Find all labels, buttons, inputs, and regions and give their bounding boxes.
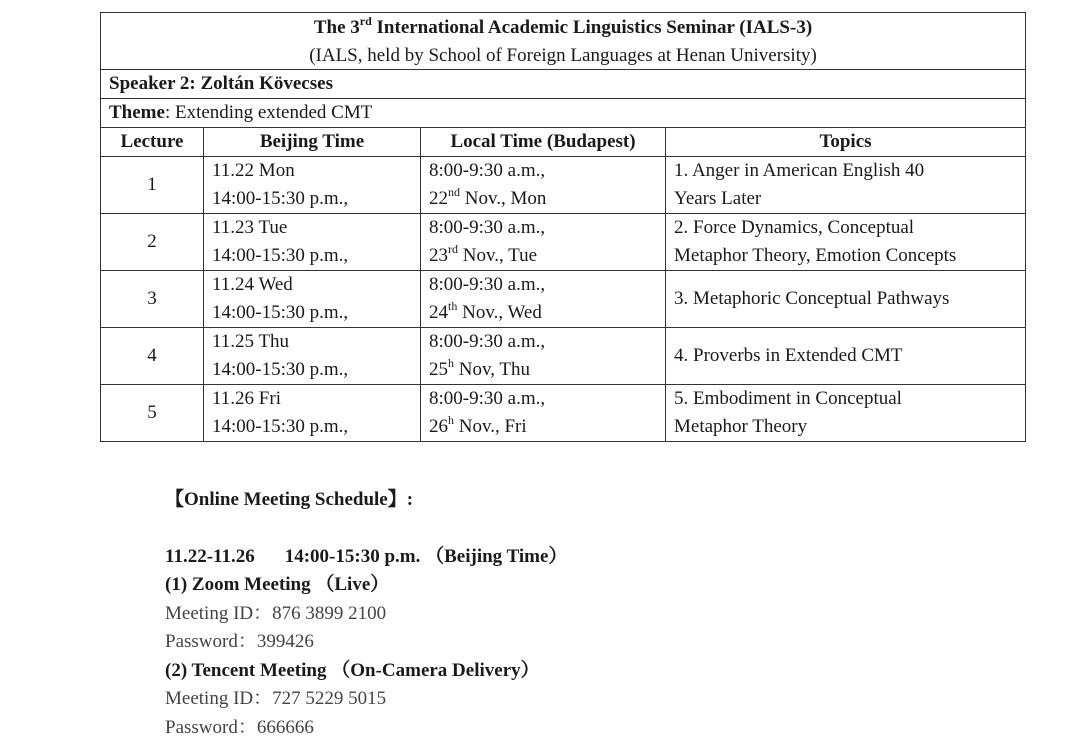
table-row xyxy=(101,328,1026,385)
lecture-number: 5 xyxy=(101,385,204,442)
col-lecture: Lecture xyxy=(101,128,204,157)
tencent-meeting-id: Meeting ID：727 5229 5015 xyxy=(165,688,387,709)
online-heading: 【Online Meeting Schedule】: xyxy=(165,489,414,510)
lecture-schedule-table xyxy=(100,12,1026,442)
beijing-time-cell: 11.22 Mon 14:00-15:30 p.m., xyxy=(204,157,421,214)
theme-label: Theme xyxy=(109,102,165,123)
table-row xyxy=(101,157,1026,214)
local-time-cell: 8:00-9:30 a.m., 25$^h$ Nov, Thu xyxy=(421,328,666,385)
local-time-cell: 8:00-9:30 a.m., 24th Nov., Wed xyxy=(421,271,666,328)
seminar-title: The 3rd International Academic Linguistics Seminar (IALS-3) xyxy=(313,13,813,38)
table-row xyxy=(101,385,1026,442)
speaker-label: Speaker 2 xyxy=(109,73,190,94)
beijing-time-cell: 11.25 Thu 14:00-15:30 p.m., xyxy=(204,328,421,385)
beijing-time-cell: 11.23 Tue 14:00-15:30 p.m., xyxy=(204,214,421,271)
local-time-cell: 8:00-9:30 a.m., 23rd Nov., Tue xyxy=(421,214,666,271)
online-meeting-info xyxy=(165,486,1045,742)
col-local-time: Local Time (Budapest) xyxy=(421,128,666,157)
topic-cell: 4. Proverbs in Extended CMT xyxy=(666,328,1026,385)
speaker-cell xyxy=(101,70,1026,99)
zoom-password: Password：399426 xyxy=(165,631,314,652)
topic-cell: 1. Anger in American English 40 Years Later xyxy=(666,157,1026,214)
lecture-number: 3 xyxy=(101,271,204,328)
zoom-meeting-id: Meeting ID：876 3899 2100 xyxy=(165,602,387,624)
beijing-time-cell: 11.26 Fri 14:00-15:30 p.m., xyxy=(204,385,421,442)
tencent-password: Password：666666 xyxy=(165,716,314,738)
topic-cell: 5. Embodiment in Conceptual Metaphor Theory xyxy=(666,385,1026,442)
tencent-meeting-title: (2) Tencent Meeting （On-Camera Delivery） xyxy=(165,659,540,681)
topic-cell: 3. Metaphoric Conceptual Pathways xyxy=(666,271,1026,328)
beijing-time-cell: 11.24 Wed 14:00-15:30 p.m., xyxy=(204,271,421,328)
theme-value: : Extending extended CMT xyxy=(164,102,373,123)
topic-cell: 2. Force Dynamics, Conceptual Metaphor Theory, Emotion Concepts xyxy=(666,214,1026,271)
lecture-number: 1 xyxy=(101,157,204,214)
table-header-row xyxy=(101,128,1026,157)
local-time-cell: 8:00-9:30 a.m., 22nd Nov., Mon xyxy=(421,157,666,214)
lecture-number: 4 xyxy=(101,328,204,385)
col-beijing-time: Beijing Time xyxy=(204,128,421,157)
table-row xyxy=(101,271,1026,328)
col-topics: Topics xyxy=(666,128,1026,157)
local-time-cell: 8:00-9:30 a.m., 26$^h$ Nov., Fri xyxy=(421,385,666,442)
speaker-name: : Zoltán Kövecses xyxy=(189,73,333,94)
seminar-title-cell xyxy=(101,13,1026,70)
theme-cell xyxy=(101,99,1026,128)
zoom-meeting-title: (1) Zoom Meeting （Live） xyxy=(165,574,390,595)
lecture-number: 2 xyxy=(101,214,204,271)
online-date-time: 11.22-11.26 14:00-15:30 p.m. （Beijing Time） xyxy=(165,545,568,567)
table-row xyxy=(101,214,1026,271)
seminar-subtitle: (IALS, held by School of Foreign Languages at Henan University) xyxy=(309,45,817,66)
